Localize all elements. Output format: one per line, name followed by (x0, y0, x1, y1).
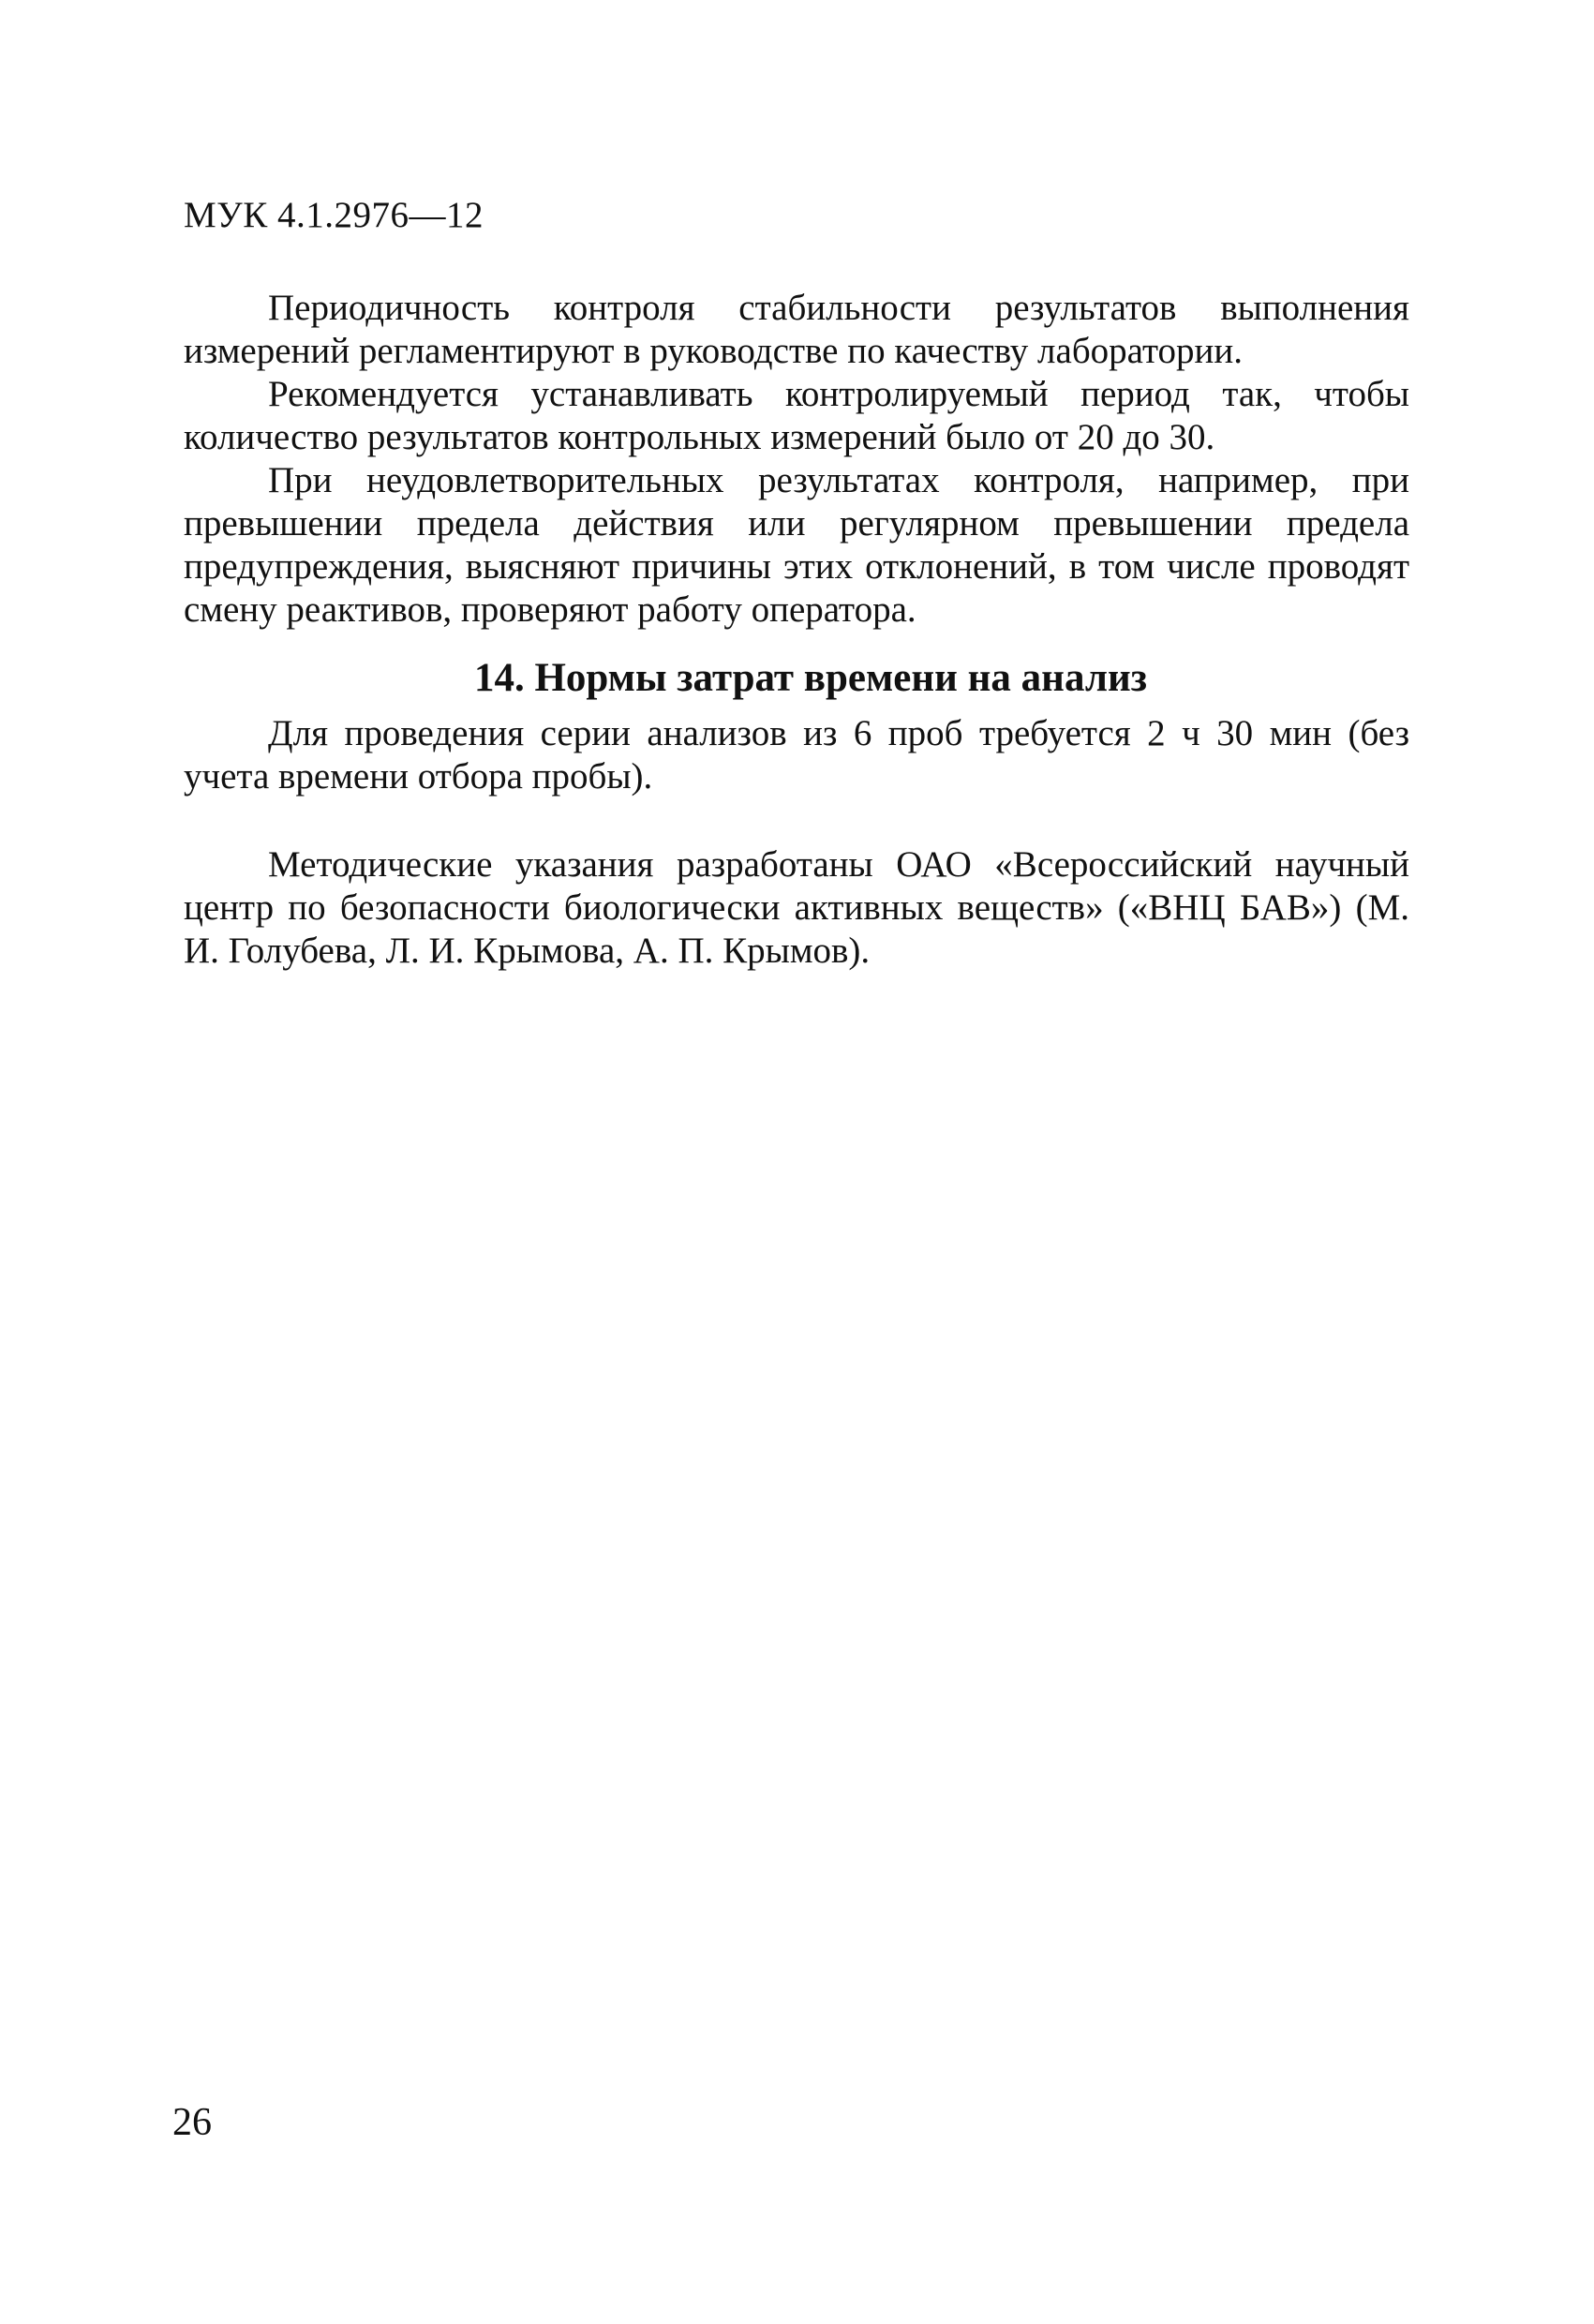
paragraph-credits: Методические указания разработаны ОАО «Всероссийский научный центр по безопасности биологически активных веществ» («ВНЦ БАВ») (М. И. Голубева, Л. И. Крымова, А. П. Крымов). (184, 844, 1409, 971)
credits-block (184, 843, 1409, 973)
document-code-header: МУК 4.1.2976—12 (184, 195, 484, 235)
page-number: 26 (172, 2101, 212, 2144)
control-paragraphs (184, 287, 1409, 632)
section-heading: 14. Нормы затрат времени на анализ (473, 656, 1148, 700)
paragraph-periodicity: Периодичность контроля стабильности результатов выполнения измерений регламентируют в руководстве по качеству лаборатории. (184, 288, 1409, 371)
paragraph-time-norms: Для проведения серии анализов из 6 проб требуется 2 ч 30 мин (без учета времени отбора пробы). (184, 713, 1409, 797)
paragraph-control-period: Рекомендуется устанавливать контролируемый период так, чтобы количество результатов контрольных измерений было от 20 до 30. (184, 374, 1409, 457)
time-norms-block (184, 712, 1409, 798)
paragraph-unsatisfactory-results: При неудовлетворительных результатах контроля, например, при превышении предела действия или регулярном превышении предела предупреждения, выясняют причины этих отклонений, в том числе проводят смену реактивов, проверяют работу оператора. (184, 460, 1409, 630)
